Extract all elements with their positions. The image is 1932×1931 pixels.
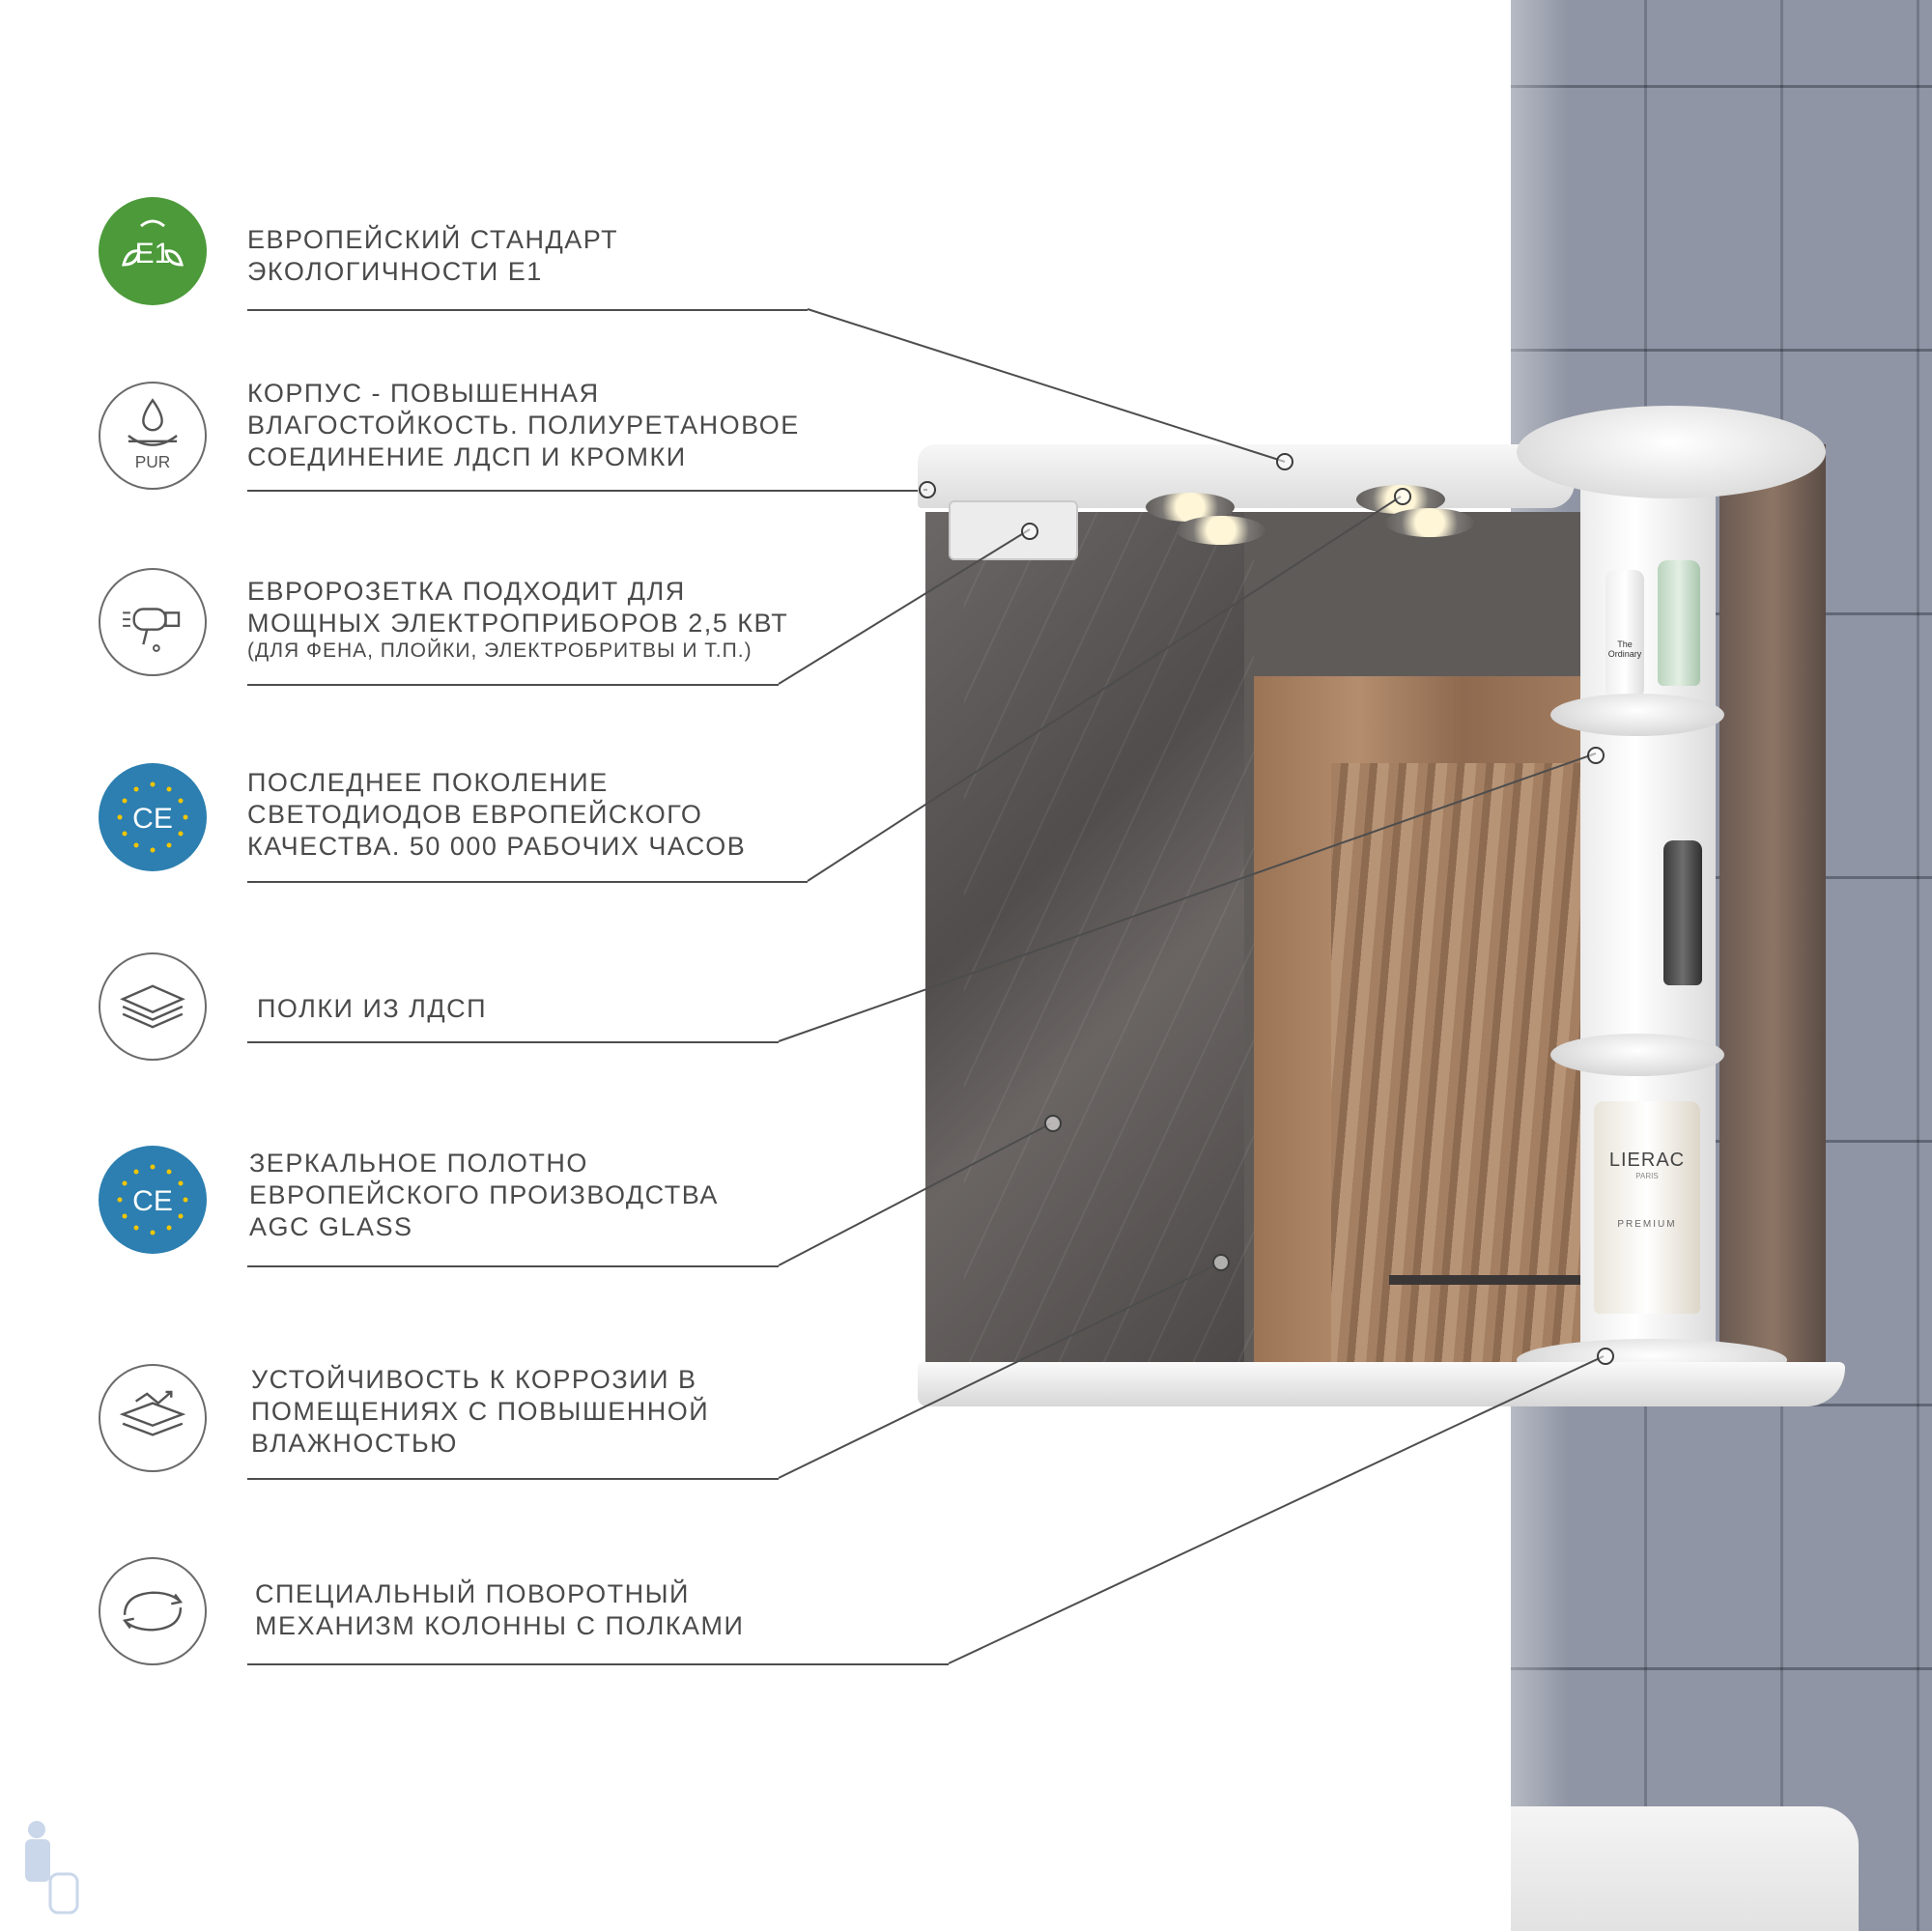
feature-line: ПОЛКИ ИЗ ЛДСП: [257, 994, 488, 1023]
sink: [1511, 1806, 1859, 1931]
feature-corrosion: [0, 1364, 966, 1480]
feature-text: [247, 767, 746, 863]
cabinet-bottom-board: [918, 1362, 1845, 1406]
feature-text: [247, 378, 800, 473]
svg-text:CE: CE: [132, 803, 173, 835]
feature-line: ЭКОЛОГИЧНОСТИ E1: [247, 257, 543, 286]
ce-mark-icon: [99, 1146, 207, 1254]
corrosion-resistance-icon: [99, 1364, 207, 1472]
feature-line: КАЧЕСТВА. 50 000 РАБОЧИХ ЧАСОВ: [247, 832, 747, 861]
divider: [247, 1265, 779, 1267]
feature-text: [251, 1364, 709, 1460]
divider: [247, 1478, 779, 1480]
svg-text:PUR: PUR: [134, 451, 171, 471]
lierac-tube: LIERAC PARIS PREMIUM: [1594, 1101, 1700, 1314]
feature-line: УСТОЙЧИВОСТЬ К КОРРОЗИИ В: [251, 1365, 697, 1394]
euro-socket: [949, 500, 1078, 560]
feature-shelves: [0, 952, 966, 1068]
feature-line: ЗЕРКАЛЬНОЕ ПОЛОТНО: [249, 1149, 588, 1178]
green-bottle: [1658, 560, 1700, 686]
feature-pur-body: [0, 379, 966, 497]
divider: [247, 881, 808, 883]
feature-line: AGC GLASS: [249, 1212, 413, 1241]
ce-mark-icon: [99, 763, 207, 871]
feature-text: [247, 224, 618, 288]
feature-line: СПЕЦИАЛЬНЫЙ ПОВОРОТНЫЙ: [255, 1579, 690, 1608]
divider: [247, 309, 808, 311]
black-bottle: [1663, 840, 1702, 985]
cabinet-top-board: [918, 444, 1575, 508]
svg-text:E1: E1: [134, 238, 171, 270]
feature-line: МЕХАНИЗМ КОЛОННЫ С ПОЛКАМИ: [255, 1611, 745, 1640]
column-top: [1517, 406, 1826, 498]
feature-note: (ДЛЯ ФЕНА, ПЛОЙКИ, ЭЛЕКТРОБРИТВЫ И Т.П.): [247, 639, 753, 662]
feature-text: [257, 993, 487, 1025]
hair-dryer-icon: [99, 568, 207, 676]
mirror-cabinet: [918, 406, 1845, 1420]
svg-text:CE: CE: [132, 1185, 173, 1217]
column-shelf: [1550, 694, 1724, 736]
column-mirror-door: [1719, 444, 1826, 1381]
layers-icon: [99, 952, 207, 1061]
feature-text: [249, 1148, 719, 1243]
led-light: [1177, 516, 1265, 545]
feature-led: [0, 763, 966, 879]
plumber-watermark-icon: [17, 1816, 85, 1922]
led-light: [1385, 508, 1474, 537]
column-shelf: [1550, 1034, 1724, 1076]
feature-text: [247, 576, 788, 663]
door-handle-reflection: [1389, 1275, 1592, 1285]
mirror-glass: [925, 512, 1592, 1362]
pur-water-drop-icon: [99, 382, 207, 490]
serum-bottle: The Ordinary: [1605, 570, 1644, 696]
divider: [247, 490, 923, 492]
feature-line: ПОСЛЕДНЕЕ ПОКОЛЕНИЕ: [247, 768, 609, 797]
feature-line: МОЩНЫХ ЭЛЕКТРОПРИБОРОВ 2,5 КВТ: [247, 609, 789, 638]
rotation-icon: [99, 1557, 207, 1665]
feature-mirror-glass: [0, 1146, 966, 1262]
feature-line: ПОМЕЩЕНИЯХ С ПОВЫШЕННОЙ: [251, 1397, 710, 1426]
feature-line: СВЕТОДИОДОВ ЕВРОПЕЙСКОГО: [247, 800, 703, 829]
feature-line: ЕВРОПЕЙСКИЙ СТАНДАРТ: [247, 225, 619, 254]
divider: [247, 1041, 779, 1043]
feature-line: ЕВРОРОЗЕТКА ПОДХОДИТ ДЛЯ: [247, 577, 686, 606]
feature-euro-socket: [0, 568, 966, 684]
feature-e1-standard: [0, 197, 966, 313]
feature-line: ВЛАГОСТОЙКОСТЬ. ПОЛИУРЕТАНОВОЕ: [247, 411, 800, 440]
feature-line: ВЛАЖНОСТЬЮ: [251, 1429, 458, 1458]
e1-eco-icon: [99, 197, 207, 305]
feature-line: ЕВРОПЕЙСКОГО ПРОИЗВОДСТВА: [249, 1180, 719, 1209]
feature-line: КОРПУС - ПОВЫШЕННАЯ: [247, 379, 600, 408]
feature-line: СОЕДИНЕНИЕ ЛДСП И КРОМКИ: [247, 442, 687, 471]
divider: [247, 684, 779, 686]
feature-rotating-column: [0, 1557, 966, 1673]
feature-text: [255, 1578, 744, 1642]
divider: [247, 1663, 949, 1665]
